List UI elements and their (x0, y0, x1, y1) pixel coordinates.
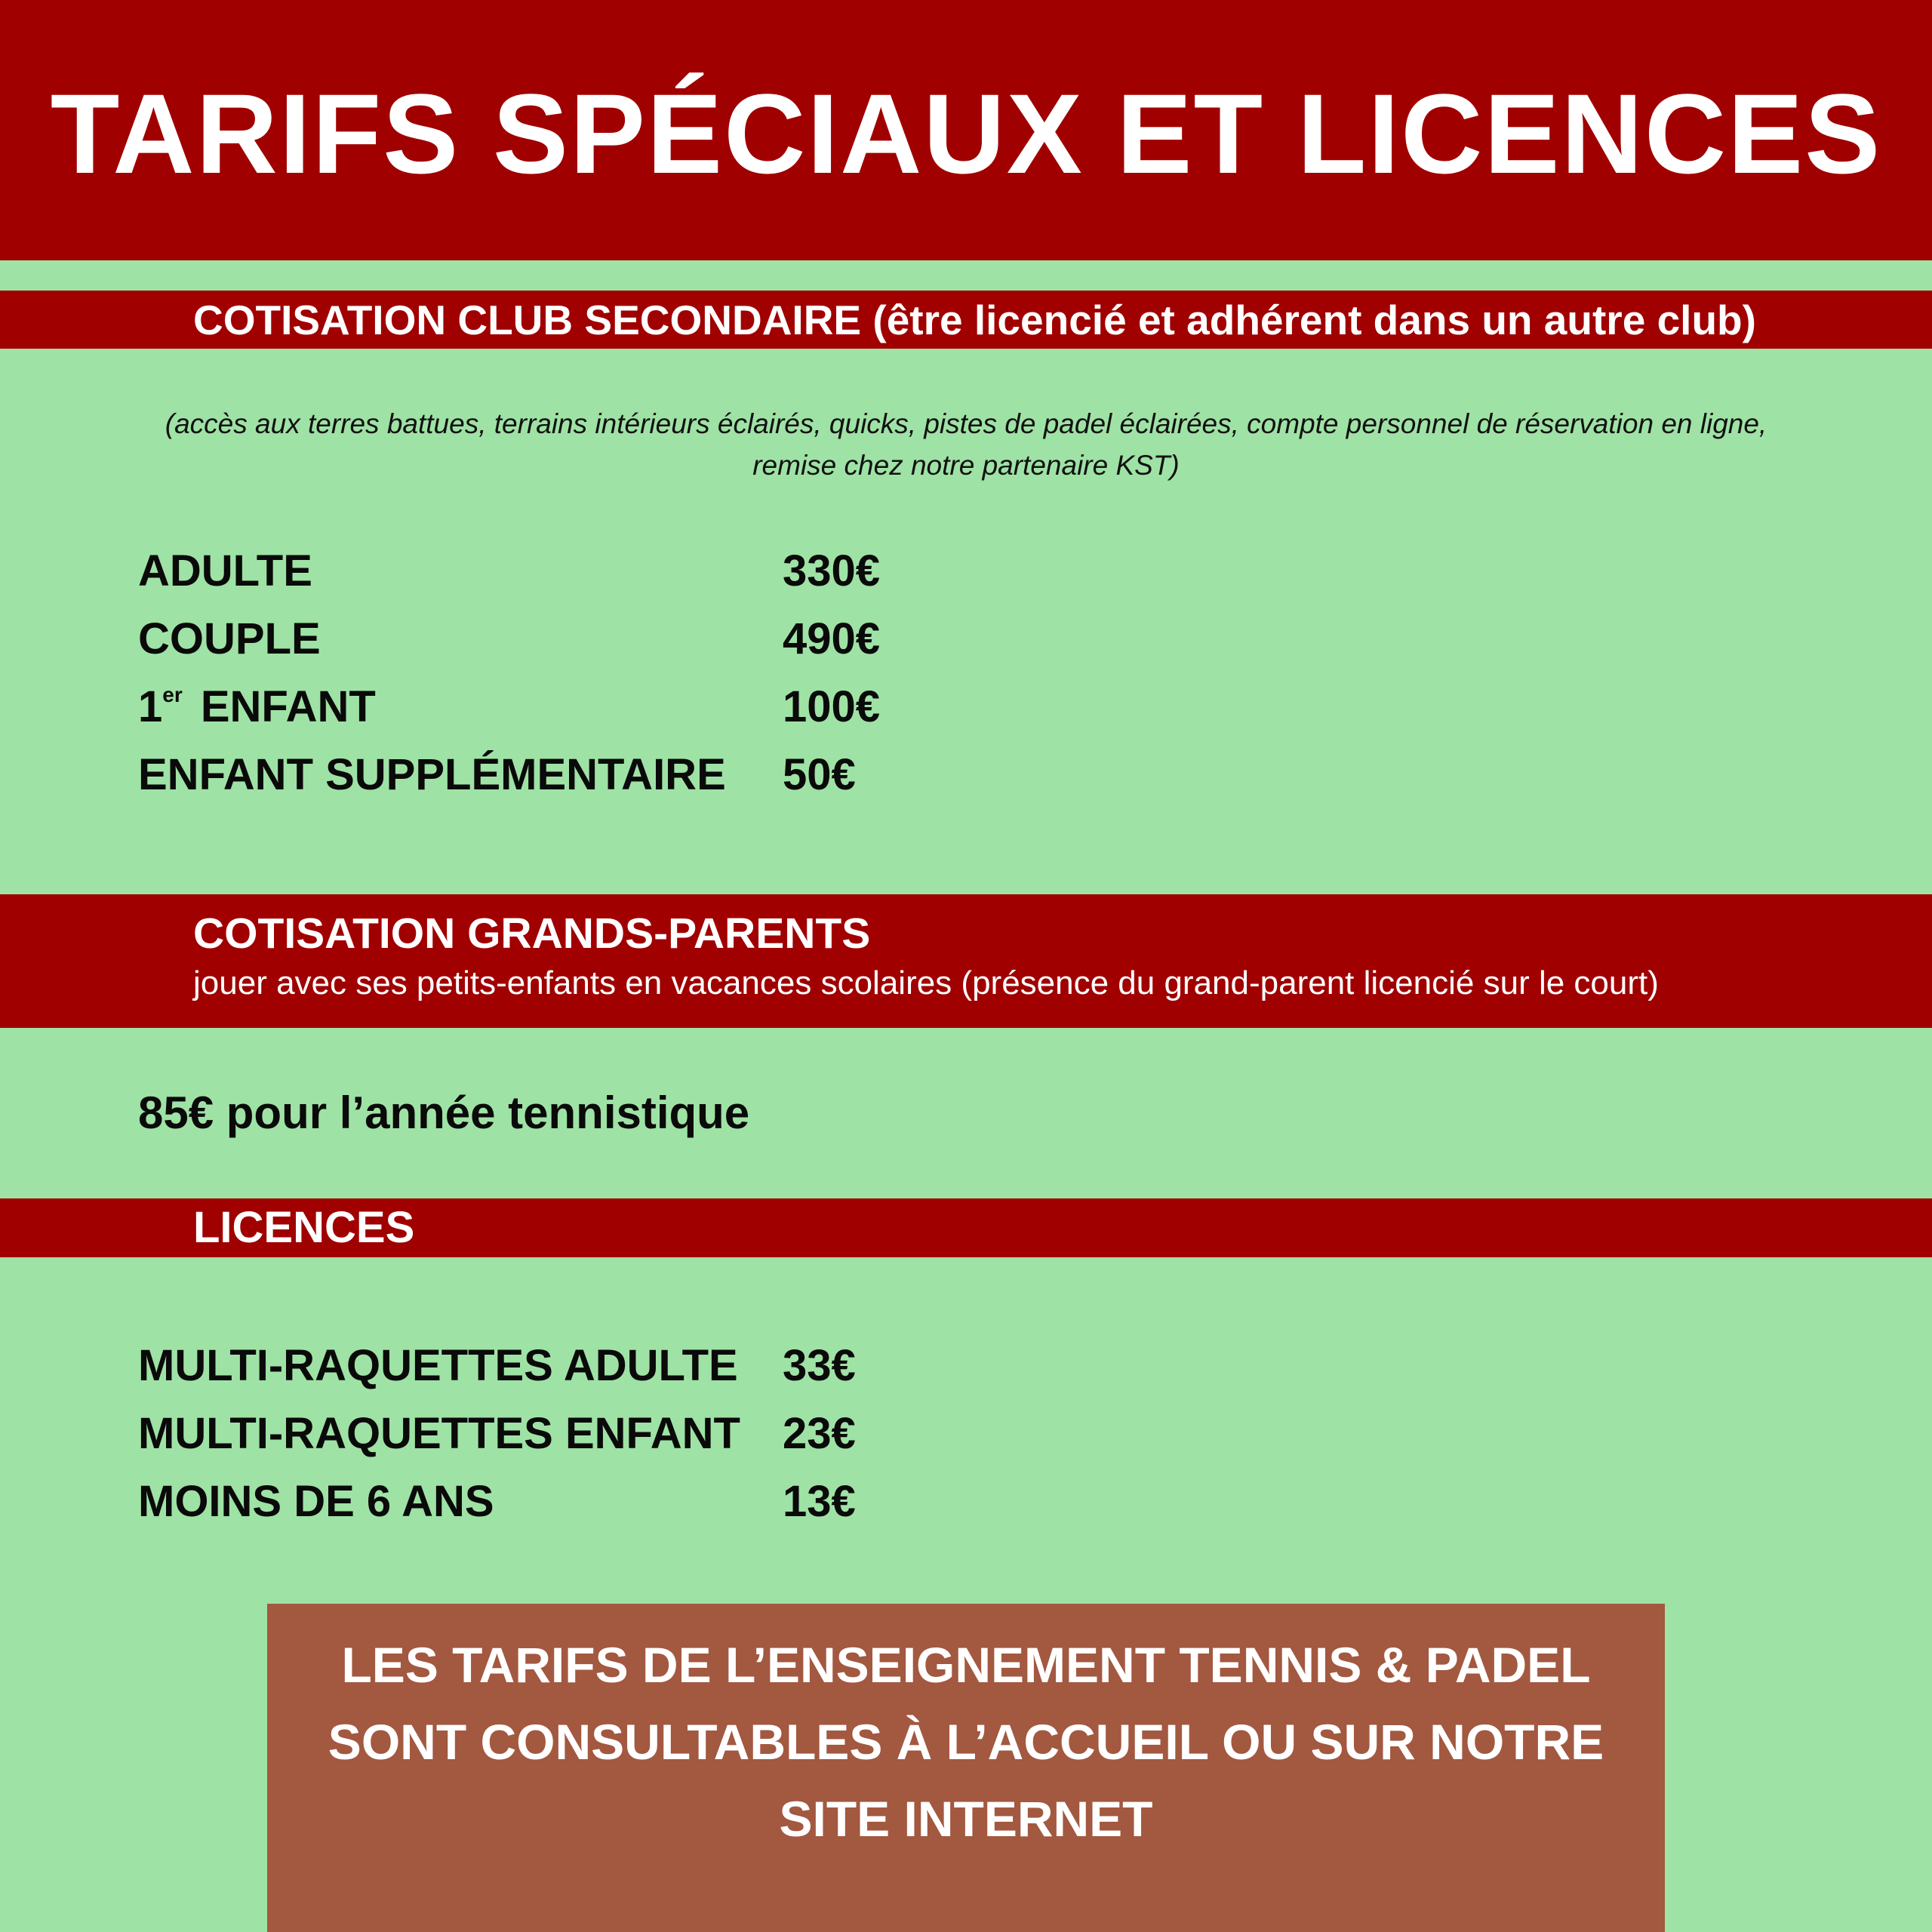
price-value: 50€ (783, 750, 856, 799)
price-label-ordinal: er (162, 683, 183, 706)
price-value: 100€ (783, 682, 881, 731)
info-line: LES TARIFS DE L’ENSEIGNEMENT TENNIS & PADEL (341, 1637, 1591, 1693)
info-line: SITE INTERNET (779, 1791, 1153, 1847)
price-value: 490€ (783, 614, 881, 663)
price-row-couple (138, 605, 1044, 673)
price-label: ENFANT SUPPLÉMENTAIRE (138, 750, 726, 799)
price-value: 33€ (783, 1341, 856, 1390)
section-title-club-secondaire: COTISATION CLUB SECONDAIRE (être licencié et adhérent dans un autre club) (193, 297, 1756, 343)
section-title-licences: LICENCES (193, 1203, 415, 1252)
price-value: 330€ (783, 546, 881, 595)
price-row-premier-enfant (138, 673, 1044, 741)
note-line: remise chez notre partenaire KST) (752, 450, 1180, 481)
price-grands-parents: 85€ pour l’année tennistique (138, 1088, 750, 1138)
section-subtitle-grands-parents: jouer avec ses petits-enfants en vacances scolaires (présence du grand-parent licencié sur le court) (193, 964, 1659, 1001)
section-header-grands-parents (0, 894, 1932, 1028)
page-title: TARIFS SPÉCIAUX ET LICENCES (50, 70, 1882, 197)
section-note-club-secondaire (0, 403, 1932, 486)
price-row-multi-raquettes-adulte (138, 1332, 1044, 1400)
price-label: MULTI-RAQUETTES ADULTE (138, 1341, 738, 1390)
price-label (138, 673, 376, 741)
price-label: ADULTE (138, 546, 312, 595)
price-label: MOINS DE 6 ANS (138, 1477, 494, 1526)
price-label: COUPLE (138, 614, 321, 663)
price-value: 23€ (783, 1409, 856, 1458)
price-value: 13€ (783, 1477, 856, 1526)
price-row-moins-de-6-ans (138, 1468, 1044, 1536)
price-label-text: ENFANT (188, 682, 376, 731)
price-label: MULTI-RAQUETTES ENFANT (138, 1409, 740, 1458)
price-row-enfant-supplementaire (138, 741, 1044, 809)
section-title-grands-parents: COTISATION GRANDS-PARENTS (193, 909, 871, 958)
price-row-adulte (138, 537, 1044, 605)
info-box-enseignement (267, 1604, 1665, 1932)
section-header-club-secondaire (0, 291, 1932, 349)
info-text (267, 1626, 1665, 1857)
price-row-multi-raquettes-enfant (138, 1400, 1044, 1468)
note-line: (accès aux terres battues, terrains intérieurs éclairés, quicks, pistes de padel éclairées, compte personnel de réservation en ligne, (165, 408, 1767, 439)
section-header-licences (0, 1198, 1932, 1257)
price-label-number: 1 (138, 682, 163, 731)
title-banner (0, 0, 1932, 260)
info-line: SONT CONSULTABLES À L’ACCUEIL OU SUR NOTRE (328, 1714, 1604, 1770)
